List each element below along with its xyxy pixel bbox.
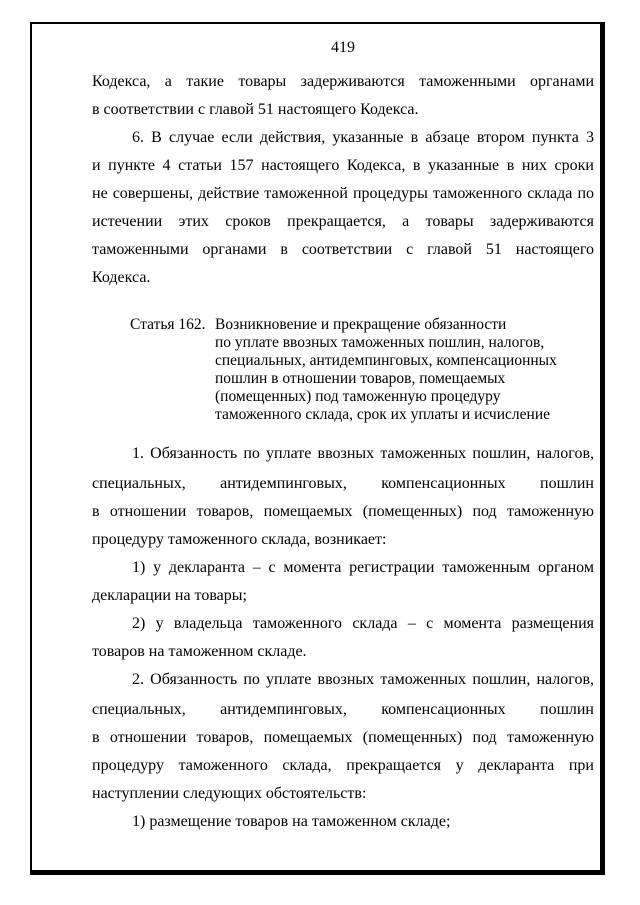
paragraph-line: истечении этих сроков прекращается, а товары задерживаются (92, 213, 594, 230)
article-title-line: специальных, антидемпинговых, компенсационных (215, 352, 557, 369)
paragraph-line: товаров на таможенном складе. (92, 643, 307, 660)
article-title-line: пошлин в отношении товаров, помещаемых (215, 370, 506, 387)
paragraph-line: и пункте 4 статьи 157 настоящего Кодекса, в указанные в них сроки (92, 157, 594, 174)
paragraph-line: в соответствии с главой 51 настоящего Кодекса. (92, 101, 419, 118)
paragraph-line: процедуру таможенного склада, возникает: (92, 531, 387, 548)
paragraph-line: специальных, антидемпинговых, компенсационных пошлин (92, 701, 594, 718)
article-label: Статья 162. (130, 316, 206, 333)
paragraph-line: специальных, антидемпинговых, компенсационных пошлин (92, 475, 594, 492)
paragraph-line: не совершены, действие таможенной процедуры таможенного склада по (92, 185, 594, 202)
paragraph-line: Кодекса, а такие товары задерживаются таможенными органами (92, 73, 594, 90)
paragraph-line: 6. В случае если действия, указанные в абзаце втором пункта 3 (132, 129, 594, 146)
paragraph-line: 1) размещение товаров на таможенном складе; (132, 813, 451, 830)
paragraph-line: 2. Обязанность по уплате ввозных таможенных пошлин, налогов, (132, 671, 594, 688)
article-title-line: таможенного склада, срок их уплаты и исчисление (215, 406, 550, 423)
article-title-line: Возникновение и прекращение обязанности (215, 316, 507, 333)
paragraph-line: Кодекса. (92, 269, 151, 286)
paragraph-line: 1) у декларанта – с момента регистрации таможенным органом (132, 559, 594, 576)
paragraph-line: в отношении товаров, помещаемых (помещенных) под таможенную (92, 729, 594, 746)
article-title-line: (помещенных) под таможенную процедуру (215, 388, 501, 405)
article-title-line: по уплате ввозных таможенных пошлин, налогов, (215, 334, 545, 351)
paragraph-line: декларации на товары; (92, 587, 247, 604)
paragraph-line: наступлении следующих обстоятельств: (92, 785, 367, 802)
page-number: 419 (331, 39, 355, 56)
paragraph-line: таможенными органами в соответствии с главой 51 настоящего (92, 241, 594, 258)
paragraph-line: в отношении товаров, помещаемых (помещенных) под таможенную (92, 503, 594, 520)
paragraph-line: 1. Обязанность по уплате ввозных таможенных пошлин, налогов, (132, 445, 594, 462)
paragraph-line: процедуру таможенного склада, прекращается у декларанта при (92, 757, 594, 774)
paragraph-line: 2) у владельца таможенного склада – с момента размещения (132, 615, 594, 632)
